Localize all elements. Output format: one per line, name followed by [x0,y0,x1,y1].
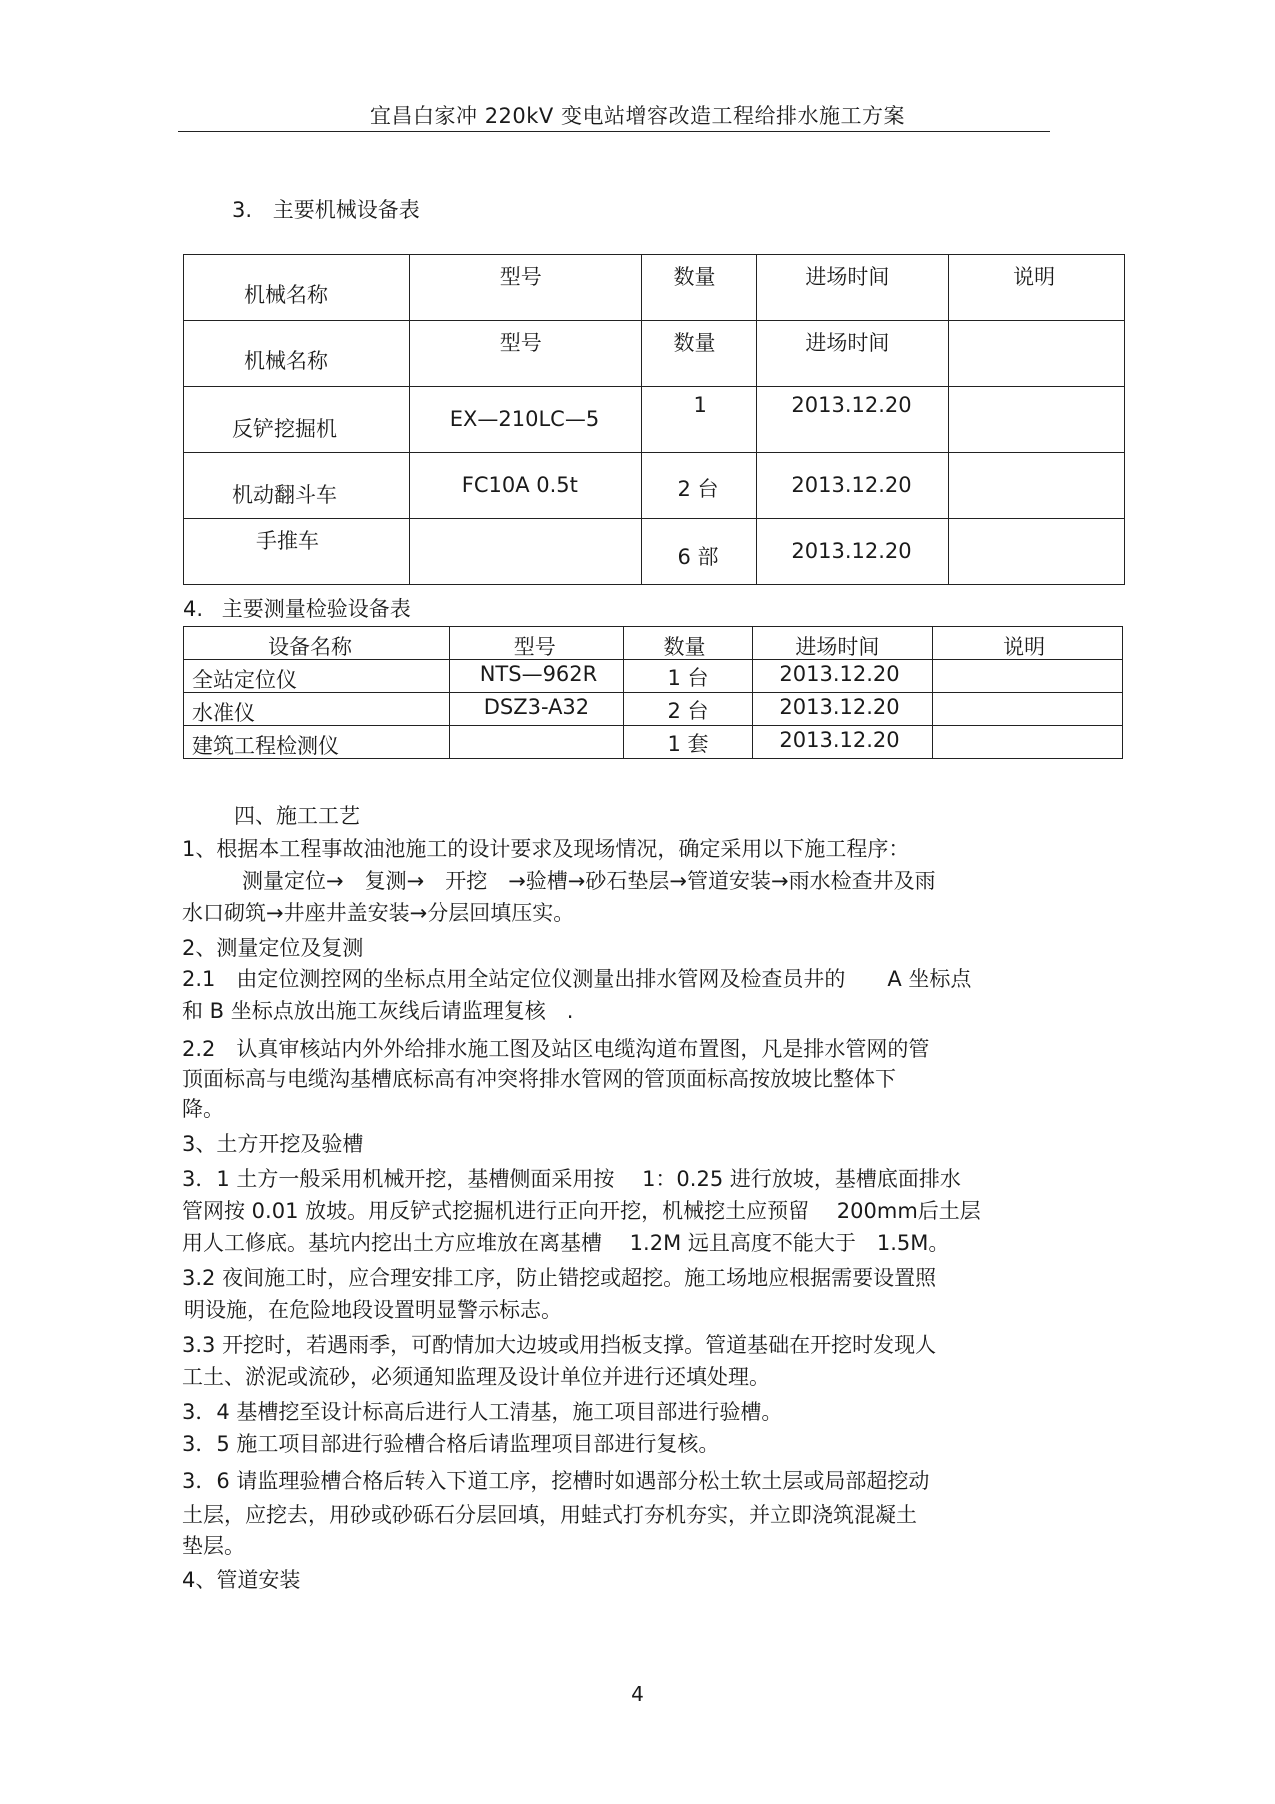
cell-text: 2013.12.20 [779,662,900,686]
cell-text: 2013.12.20 [791,539,912,563]
cell [409,519,641,585]
cell-text: 手推车 [256,529,319,553]
cell-text: 型号 [499,265,542,289]
table-row [184,660,1123,693]
cell [933,660,1123,693]
cell-text: DSZ3-A32 [483,695,590,719]
cell [184,519,410,585]
cell-text: EX—210LC—5 [449,407,600,431]
cell [184,255,410,321]
cell-text: 进场时间 [795,635,880,659]
cell [623,726,753,759]
cell [449,660,623,693]
cell-text: 说明 [1013,265,1056,289]
cell [641,255,757,321]
section-4-number: 4. [183,597,204,621]
paragraph-line: 3．6 请监理验槽合格后转入下道工序，挖槽时如遇部分松土软土层或局部超挖动 [182,1469,930,1493]
paragraph-line: 水口砌筑→井座井盖安装→分层回填压实。 [182,901,575,925]
cell-text: 1 [693,393,707,417]
paragraph-line: 明设施，在危险地段设置明显警示标志。 [184,1298,562,1322]
cell [757,453,949,519]
cell [641,519,757,585]
cell [757,321,949,387]
cell-text: 机动翻斗车 [232,483,337,507]
cell-text: NTS—962R [479,662,598,686]
cell [623,627,753,660]
subsection-heading: 3、土方开挖及验槽 [182,1132,364,1156]
cell [184,627,450,660]
paragraph-line: 垫层。 [182,1534,245,1558]
cell [641,321,757,387]
section-heading-construction-process: 四、施工工艺 [234,804,360,828]
cell [949,387,1125,453]
cell-text: 进场时间 [805,331,890,355]
machinery-table [183,254,1125,585]
cell [449,726,623,759]
paragraph-line: 3．5 施工项目部进行验槽合格后请监理项目部进行复核。 [182,1432,720,1456]
cell [184,453,410,519]
cell-text: 2013.12.20 [791,393,912,417]
paragraph-line: 2.2 认真审核站内外外给排水施工图及站区电缆沟道布置图，凡是排水管网的管 [182,1037,930,1061]
table-row [184,453,1125,519]
table-row [184,627,1123,660]
cell-text: 水准仪 [192,701,255,725]
header-rule [178,131,1050,132]
cell [641,453,757,519]
table-row [184,693,1123,726]
cell [449,627,623,660]
cell-text: 型号 [499,331,542,355]
cell-text: 机械名称 [244,349,328,373]
paragraph-line: 工土、淤泥或流砂，必须通知监理及设计单位并进行还填处理。 [182,1365,770,1389]
paragraph-line: 3．4 基槽挖至设计标高后进行人工清基，施工项目部进行验槽。 [182,1400,783,1424]
subsection-heading: 4、管道安装 [182,1568,301,1592]
cell [949,321,1125,387]
cell-text: 1 套 [667,732,709,756]
cell [623,693,753,726]
section-4-heading [183,593,411,623]
table-row [184,255,1125,321]
paragraph-line: 1、根据本工程事故油池施工的设计要求及现场情况，确定采用以下施工程序： [182,837,910,861]
cell-text: 反铲挖掘机 [232,417,337,441]
cell-text: FC10A 0.5t [461,473,578,497]
paragraph-line: 3.2 夜间施工时，应合理安排工序，防止错挖或超挖。施工场地应根据需要设置照 [182,1266,937,1290]
cell-text: 说明 [1003,635,1046,659]
cell-text: 数量 [673,265,716,289]
paragraph-line: 土层，应挖去，用砂或砂砾石分层回填，用蛙式打夯机夯实，并立即浇筑混凝土 [182,1503,917,1527]
cell [949,453,1125,519]
cell [449,693,623,726]
paragraph-line: 顶面标高与电缆沟基槽底标高有冲突将排水管网的管顶面标高按放坡比整体下 [182,1067,896,1091]
section-3-title: 主要机械设备表 [272,198,420,222]
cell [753,693,933,726]
paragraph-line: 测量定位→ 复测→ 开挖 →验槽→砂石垫层→管道安装→雨水检查井及雨 [242,869,936,893]
cell [933,726,1123,759]
cell [184,660,450,693]
paragraph-line: 管网按 0.01 放坡。用反铲式挖掘机进行正向开挖，机械挖土应预留 200mm后土层 [182,1199,981,1223]
cell [949,255,1125,321]
table-row [184,519,1125,585]
cell-text: 1 台 [667,666,709,690]
cell [409,453,641,519]
table-row [184,726,1123,759]
table-row [184,387,1125,453]
cell [409,387,641,453]
page-header-title: 宜昌白家冲 220kV 变电站增容改造工程给排水施工方案 [370,104,905,128]
cell [757,519,949,585]
cell-text: 进场时间 [805,265,890,289]
cell [753,660,933,693]
cell-text: 2 台 [667,699,709,723]
cell [949,519,1125,585]
cell-text: 机械名称 [244,283,328,307]
paragraph-line: 用人工修底。基坑内挖出土方应堆放在离基槽 1.2M 远且高度不能大于 1.5M。 [182,1231,950,1255]
cell-text: 数量 [673,331,716,355]
paragraph-line: 2.1 由定位测控网的坐标点用全站定位仪测量出排水管网及检查员井的 A 坐标点 [182,967,972,991]
cell [184,693,450,726]
survey-equipment-table [183,626,1123,759]
cell-text: 6 部 [677,545,719,569]
cell [623,660,753,693]
cell-text: 全站定位仪 [192,668,297,692]
cell-text: 型号 [513,635,556,659]
cell [184,387,410,453]
page-number: 4 [631,1682,644,1706]
section-4-title: 主要测量检验设备表 [221,597,411,621]
section-3-heading [232,194,420,224]
cell [184,726,450,759]
cell-text: 2 台 [677,477,719,501]
cell [409,321,641,387]
cell-text: 数量 [663,635,706,659]
cell [409,255,641,321]
cell-text: 2013.12.20 [791,473,912,497]
paragraph-line: 3．1 土方一般采用机械开挖，基槽侧面采用按 1：0.25 进行放坡，基槽底面排水 [182,1167,961,1191]
cell [753,627,933,660]
cell [757,387,949,453]
section-3-number: 3. [232,198,253,222]
cell [641,387,757,453]
table-row [184,321,1125,387]
paragraph-line: 3.3 开挖时，若遇雨季，可酌情加大边坡或用挡板支撑。管道基础在开挖时发现人 [182,1333,937,1357]
cell [757,255,949,321]
paragraph-line: 降。 [182,1097,224,1121]
cell [753,726,933,759]
cell [184,321,410,387]
cell-text: 2013.12.20 [779,728,900,752]
cell-text: 设备名称 [268,635,352,659]
cell [933,693,1123,726]
subsection-heading: 2、测量定位及复测 [182,936,364,960]
cell-text: 2013.12.20 [779,695,900,719]
cell [933,627,1123,660]
paragraph-line: 和 B 坐标点放出施工灰线后请监理复核 . [182,999,574,1023]
cell-text: 建筑工程检测仪 [192,734,339,758]
